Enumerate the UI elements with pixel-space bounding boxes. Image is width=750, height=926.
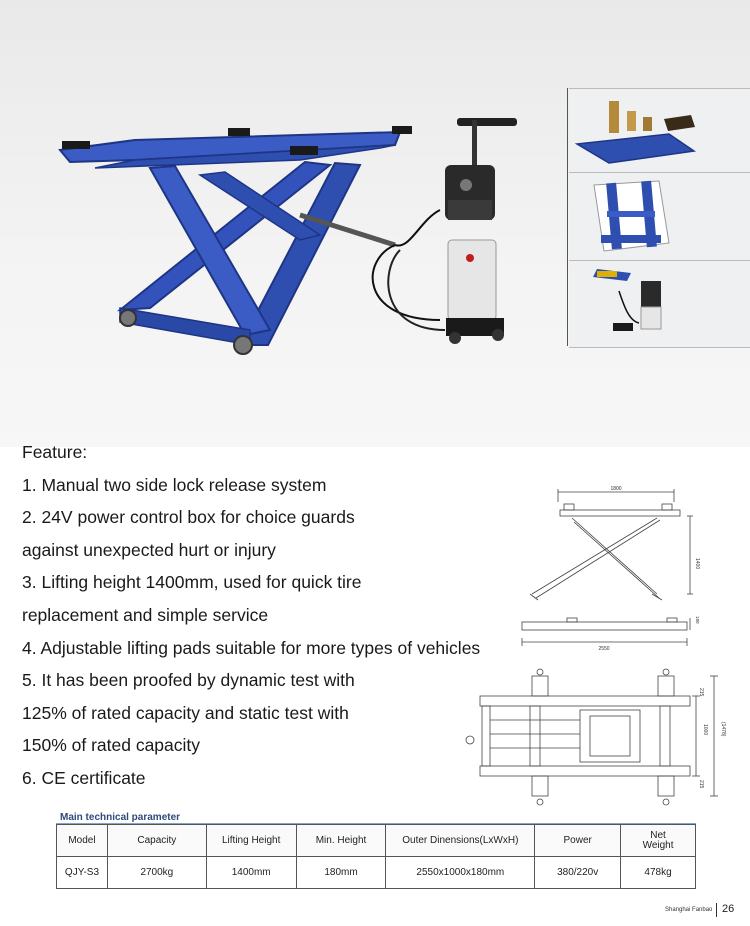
page-number: 26 <box>722 903 735 915</box>
table-cell: 180mm <box>296 857 386 889</box>
footer-company: Shanghai Fanbao <box>665 907 713 913</box>
table-header-cell: Model <box>57 825 108 857</box>
thumbnail-power-unit <box>569 260 750 348</box>
table-cell: 380/220v <box>535 857 621 889</box>
feature-line: 150% of rated capacity <box>22 735 201 756</box>
dimension-label: 1000 <box>702 724 708 736</box>
table-cell: QJY-S3 <box>57 857 108 889</box>
feature-line: against unexpected hurt or injury <box>22 539 276 560</box>
table-header-cell: Lifting Height <box>206 825 296 857</box>
dimension-label: 2550 <box>598 646 610 652</box>
dimension-label: 180 <box>695 616 700 624</box>
table-cell: 478kg <box>621 857 696 889</box>
table-cell: 2550x1000x180mm <box>386 857 535 889</box>
table-header-cell: Capacity <box>107 825 206 857</box>
feature-line: 2. 24V power control box for choice guards <box>22 507 355 528</box>
feature-line: 125% of rated capacity and static test with <box>22 702 349 723</box>
side-view-drawing <box>512 482 702 652</box>
dimension-label: 215 <box>698 780 704 789</box>
dimension-label: 1400 <box>694 558 700 570</box>
feature-line: 6. CE certificate <box>22 767 146 788</box>
table-header-row <box>57 825 696 857</box>
table-row <box>57 857 696 889</box>
features-section <box>22 436 522 795</box>
thumbnail-divider <box>567 88 568 346</box>
features-heading: Feature: <box>22 442 88 462</box>
plan-view-drawing <box>460 668 735 818</box>
table-header-cell: Net Weight <box>621 825 696 857</box>
feature-line: 5. It has been proofed by dynamic test with <box>22 670 355 691</box>
product-photo-area <box>0 0 750 447</box>
table-header-cell: Min. Height <box>296 825 386 857</box>
feature-line: 3. Lifting height 1400mm, used for quick tire <box>22 572 362 593</box>
table-header-cell: Power <box>535 825 621 857</box>
thumbnail-top-view <box>569 172 750 261</box>
feature-line: 4. Adjustable lifting pads suitable for more types of vehicles <box>22 637 481 658</box>
table-cell: 2700kg <box>107 857 206 889</box>
footer-separator <box>716 903 717 917</box>
feature-line: 1. Manual two side lock release system <box>22 474 327 495</box>
spec-table <box>56 824 696 889</box>
table-header-cell: Outer Dinensions(LxWxH) <box>386 825 535 857</box>
dimension-label: 215 <box>698 688 704 697</box>
dimension-label: (1478) <box>720 722 726 737</box>
table-cell: 1400mm <box>206 857 296 889</box>
thumbnail-pads <box>569 88 750 173</box>
feature-line: replacement and simple service <box>22 604 269 625</box>
table-title: Main technical parameter <box>60 812 181 823</box>
dimension-label: 1800 <box>610 486 622 492</box>
scissor-lift-illustration <box>0 0 560 447</box>
